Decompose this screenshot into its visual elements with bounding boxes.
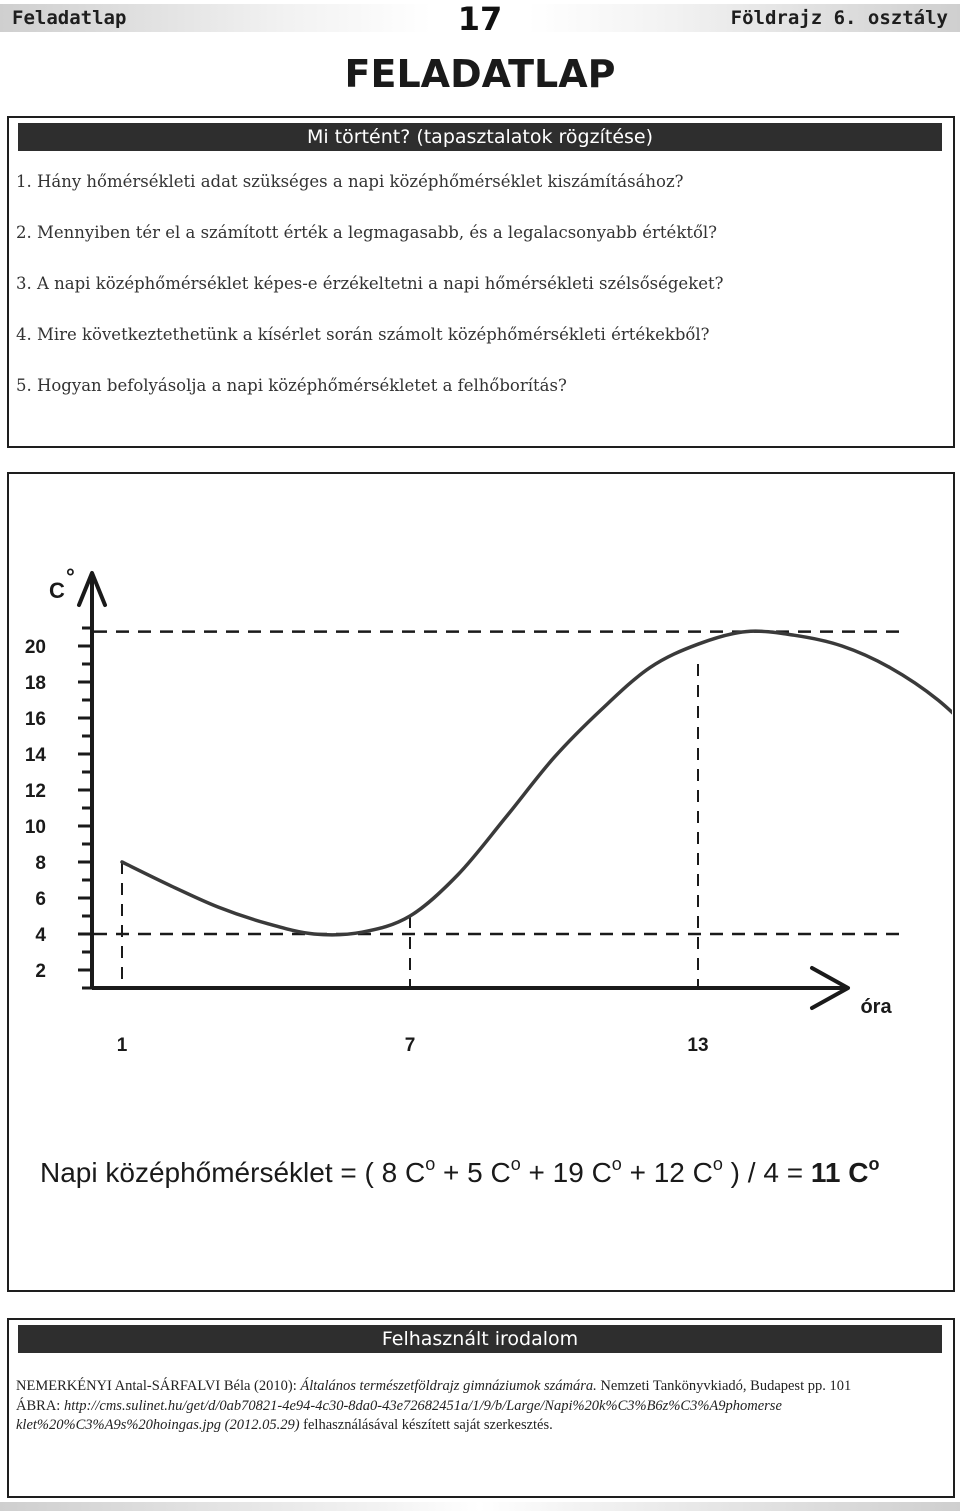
footer-band bbox=[0, 1502, 960, 1511]
y-axis-degree-mark: ° bbox=[66, 564, 75, 589]
x-tick-label: 13 bbox=[687, 1035, 709, 1056]
y-tick-label: 2 bbox=[35, 961, 46, 982]
formula-term: 12 C bbox=[653, 1157, 713, 1188]
y-tick-label: 10 bbox=[24, 817, 46, 838]
formula-degree: o bbox=[510, 1154, 521, 1174]
x-tick-label: 7 bbox=[404, 1035, 416, 1056]
y-tick-label: 8 bbox=[35, 853, 46, 874]
references bbox=[16, 1377, 946, 1436]
daily-mean-formula bbox=[40, 1154, 879, 1188]
formula-degree: o bbox=[611, 1154, 622, 1174]
formula-result: 11 C bbox=[810, 1157, 869, 1188]
formula-prefix: Napi középhőmérséklet = ( bbox=[40, 1157, 382, 1188]
formula-operator: ) / 4 = bbox=[722, 1157, 811, 1188]
y-tick-label: 6 bbox=[35, 889, 46, 910]
y-tick-label: 12 bbox=[24, 781, 46, 802]
reference-book: NEMERKÉNYI Antal-SÁRFALVI Béla (2010): Általános természetföldrajz gimnáziumok számára. Nemzeti Tankönyvkiadó, Budapest pp. 101 bbox=[16, 1378, 852, 1394]
formula-operator: + bbox=[520, 1157, 553, 1188]
x-tick-label: 1 bbox=[116, 1035, 128, 1056]
question-item: 5. Hogyan befolyásolja a napi középhőmérsékletet a felhőborítás? bbox=[16, 376, 567, 395]
temperature-curve bbox=[122, 631, 952, 935]
page-title: FELADATLAP bbox=[344, 52, 616, 96]
y-tick-label: 14 bbox=[24, 745, 46, 766]
formula-degree: o bbox=[425, 1154, 436, 1174]
references-heading: Felhasznált irodalom bbox=[18, 1325, 942, 1353]
x-axis-label: óra bbox=[860, 996, 892, 1018]
reference-figure: ÁBRA: http://cms.sulinet.hu/get/d/0ab70821-4e94-4c30-8da0-43e72682451a/1/9/b/Large/Napi%20k%C3%B6z%C3%A9phomerse klet%20%C3%A9s%20hoingas.jpg (2012.05.29) felhasználásával készített saját szerkesztés. bbox=[16, 1397, 782, 1433]
formula-term: 8 C bbox=[381, 1157, 426, 1188]
question-item: 1. Hány hőmérsékleti adat szükséges a napi középhőmérséklet kiszámításához? bbox=[16, 172, 684, 191]
header-left-label: Feladatlap bbox=[12, 7, 127, 29]
y-axis-label: C bbox=[49, 578, 65, 603]
question-item: 4. Mire következtethetünk a kísérlet során számolt középhőmérsékleti értékekből? bbox=[16, 325, 710, 344]
formula-term: 19 C bbox=[552, 1157, 612, 1188]
formula-operator: + bbox=[435, 1157, 468, 1188]
question-item: 2. Mennyiben tér el a számított érték a legmagasabb, és a legalacsonyabb értéktől? bbox=[16, 223, 718, 242]
y-tick-label: 18 bbox=[24, 673, 46, 694]
y-tick-label: 16 bbox=[24, 709, 46, 730]
question-item: 3. A napi középhőmérséklet képes-e érzékeltetni a napi hőmérsékleti szélsőségeket? bbox=[16, 274, 724, 293]
questions-heading: Mi történt? (tapasztalatok rögzítése) bbox=[18, 123, 942, 151]
formula-operator: + bbox=[621, 1157, 654, 1188]
question-list bbox=[16, 172, 723, 427]
formula-degree: o bbox=[868, 1154, 880, 1174]
y-tick-label: 20 bbox=[24, 637, 46, 658]
y-tick-label: 4 bbox=[35, 925, 46, 946]
header-right-label: Földrajz 6. osztály bbox=[730, 7, 948, 29]
formula-term: 5 C bbox=[467, 1157, 511, 1188]
formula-degree: o bbox=[712, 1154, 723, 1174]
page-number: 17 bbox=[457, 0, 503, 38]
temperature-chart bbox=[8, 473, 952, 1289]
